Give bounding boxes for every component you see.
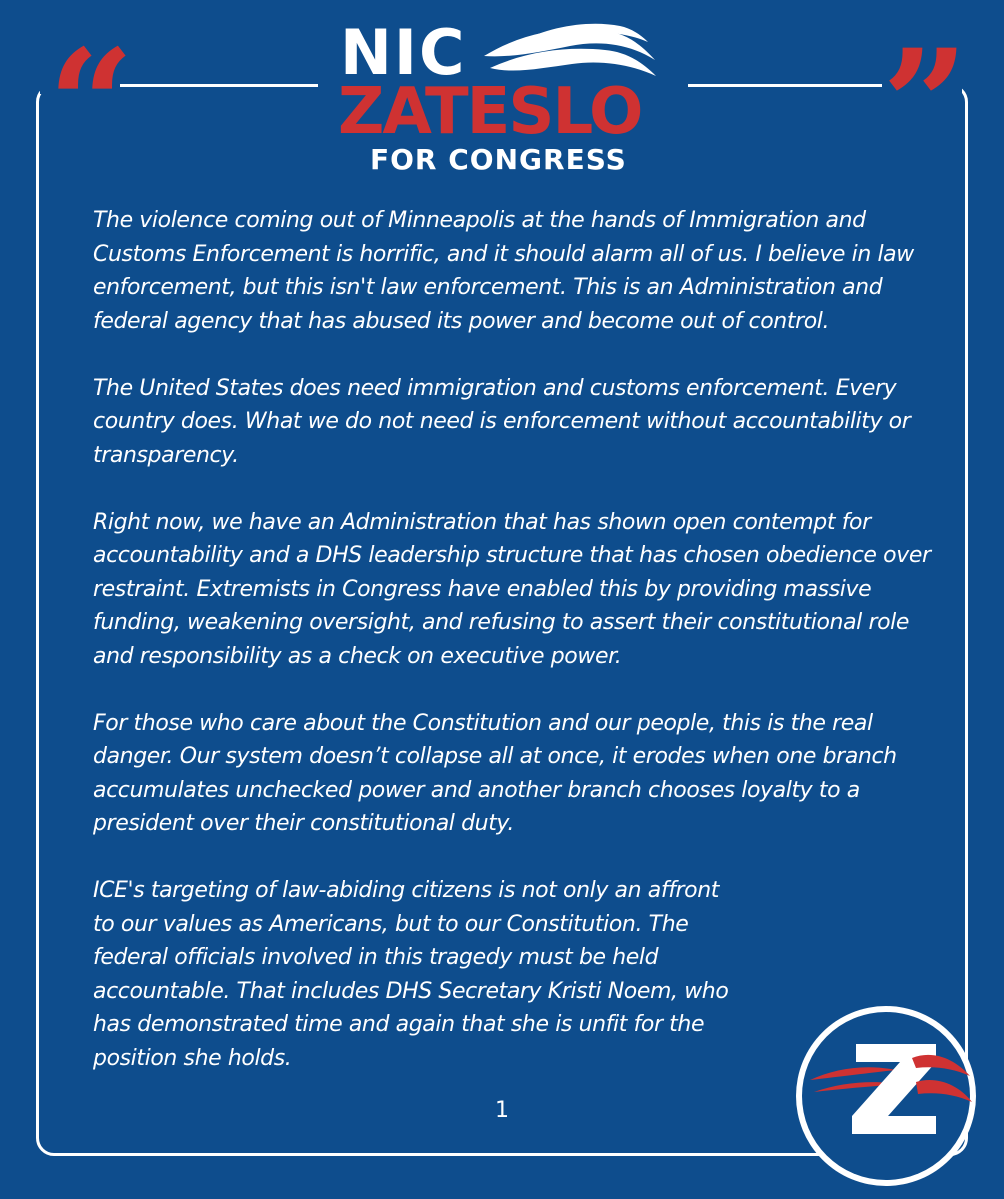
statement-paragraph: For those who care about the Constitution and our people, this is the real danger. Our system doesn’t collapse all at once, it erodes when one branch accumulates unchecked power and another branch chooses loyalty to a president over their constitutional duty. xyxy=(93,710,897,836)
statement-paragraph: Right now, we have an Administration that has shown open contempt for accountability and a DHS leadership structure that has chosen obedience over restraint. Extremists in Congress have enabled this by providing massive funding, weakening oversight, and refusing to assert their constitutional role and responsibility as a check on executive power. xyxy=(93,509,931,669)
open-quote-mark: “ xyxy=(48,17,121,193)
statement-paragraph: ICE's targeting of law-abiding citizens is not only an affront to our values as Americans, but to our Constitution. The federal officials involved in this tragedy must be held accountable. That includes DHS Secretary Kristi Noem, who has demonstrated time and again that she is unfit for the position she holds. xyxy=(93,878,729,1071)
page-number: 1 xyxy=(495,1098,509,1123)
statement-paragraph: The United States does need immigration and customs enforcement. Every country does. What we do not need is enforcement without accountability or transparency. xyxy=(93,375,911,468)
campaign-logo xyxy=(300,10,700,180)
statement-paragraph: The violence coming out of Minneapolis at the hands of Immigration and Customs Enforcement is horrific, and it should alarm all of us. I believe in law enforcement, but this isn't law enforcement. This is an Administration and federal agency that has abused its power and become out of control. xyxy=(93,208,914,334)
logo-first-name: NIC xyxy=(340,16,467,89)
logo-last-name: ZATESLO xyxy=(338,75,642,149)
logo-tagline: FOR CONGRESS xyxy=(370,143,627,176)
z-badge xyxy=(796,1006,976,1186)
z-monogram-icon xyxy=(796,1006,976,1186)
close-quote-mark: ” xyxy=(882,17,955,193)
statement-body xyxy=(93,204,933,1075)
